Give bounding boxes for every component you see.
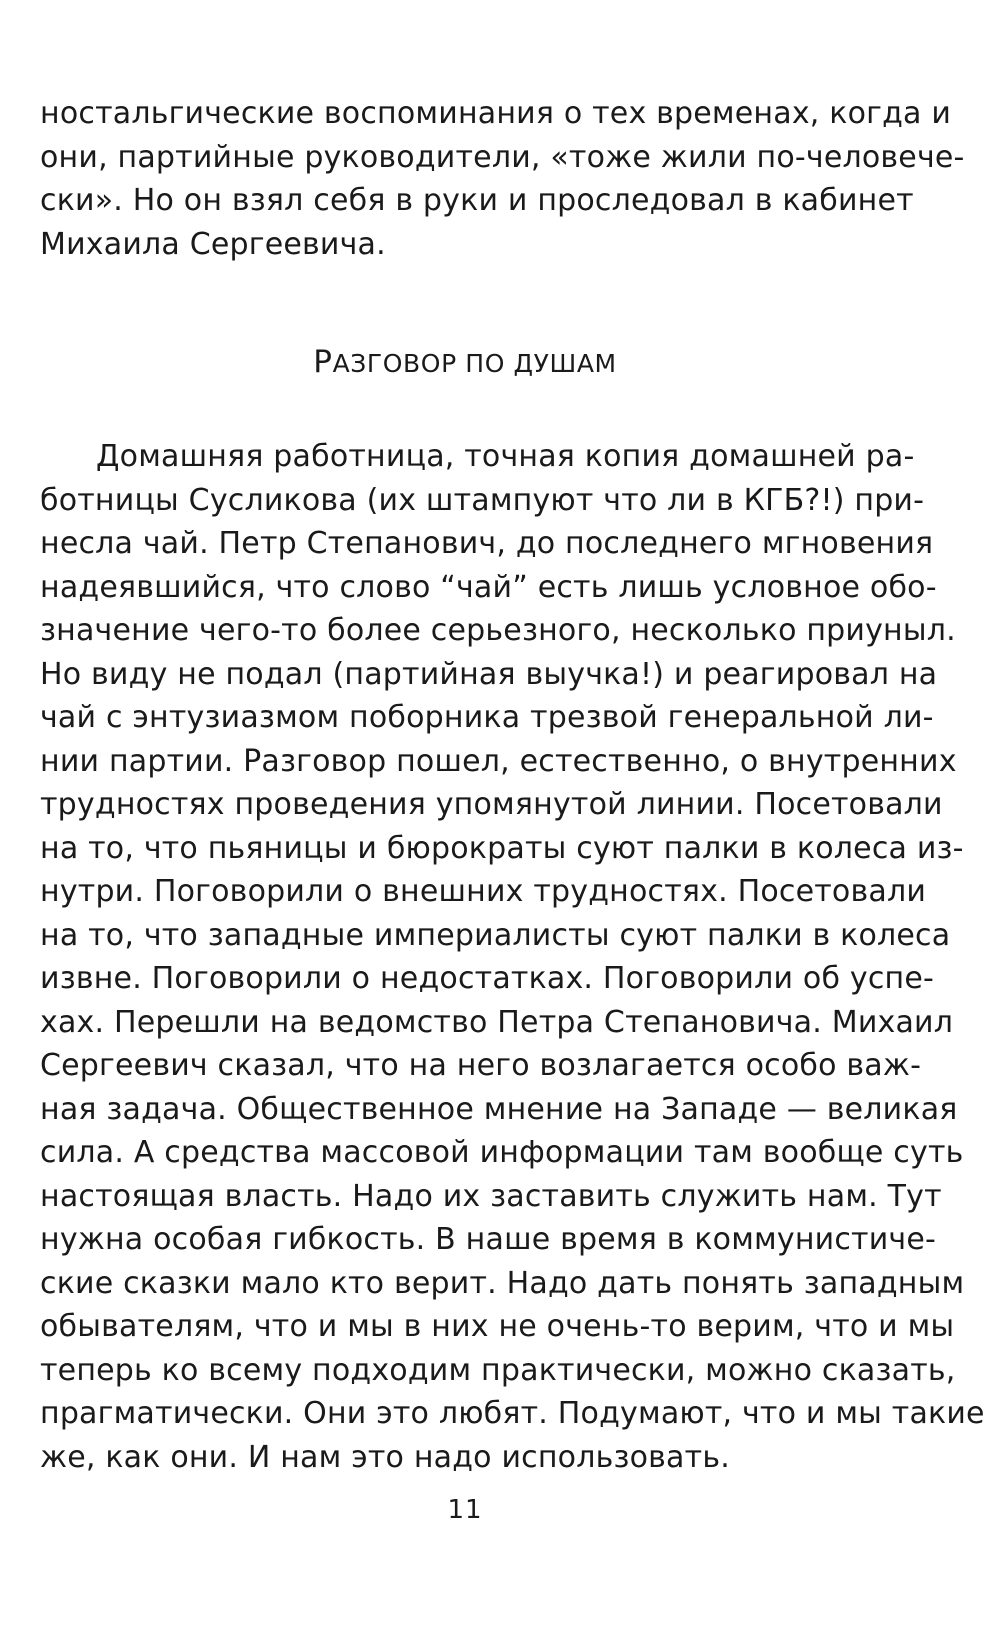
- text-line: несла чай. Петр Степанович, до последнего мгновения: [40, 526, 934, 561]
- section-heading: [0, 342, 930, 384]
- text-line: прагматически. Они это любят. Подумают, что и мы такие: [40, 1396, 985, 1431]
- page-number: 11: [447, 1495, 483, 1525]
- text-line: на то, что пьяницы и бюрократы суют палки в колеса из-: [40, 830, 964, 866]
- text-line: Но виду не подал (партийная выучка!) и реагировал на: [40, 656, 938, 692]
- text-line: настоящая власть. Надо их заставить служить нам. Тут: [40, 1178, 942, 1214]
- text-line: сила. А средства массовой информации там вообще суть: [40, 1135, 964, 1170]
- text-line: Домашняя работница, точная копия домашней ра-: [96, 439, 915, 474]
- text-line: трудностях проведения упомянутой линии. Посетовали: [40, 787, 943, 822]
- text-line: нутри. Поговорили о внешних трудностях. Посетовали: [40, 874, 927, 909]
- text-line: ботницы Сусликова (их штампуют что ли в КГБ?!) при-: [40, 482, 925, 518]
- text-line: ная задача. Общественное мнение на Западе — великая: [40, 1091, 958, 1127]
- text-line: они, партийные руководители, «тоже жили по-человече-: [40, 139, 965, 175]
- text-line: значение чего-то более серьезного, несколько приуныл.: [40, 613, 956, 648]
- heading-initial: Р: [313, 344, 333, 380]
- text-line: обывателям, что и мы в них не очень-то верим, что и мы: [40, 1309, 955, 1344]
- heading-rest: АЗГОВОР ПО ДУШАМ: [332, 349, 617, 378]
- text-line: ски». Но он взял себя в руки и проследовал в кабинет: [40, 183, 914, 218]
- text-line: чай с энтузиазмом поборника трезвой генеральной ли-: [40, 700, 934, 735]
- text-line: на то, что западные империалисты суют палки в колеса: [40, 917, 951, 953]
- continued-paragraph: [40, 92, 965, 266]
- text-line: хах. Перешли на ведомство Петра Степановича. Михаил: [40, 1004, 954, 1040]
- text-line: теперь ко всему подходим практически, можно сказать,: [40, 1352, 956, 1388]
- text-line: нии партии. Разговор пошел, естественно, о внутренних: [40, 743, 957, 779]
- text-line: Сергеевич сказал, что на него возлагается особо важ-: [40, 1048, 922, 1083]
- main-paragraph: [40, 435, 985, 1479]
- text-line: ские сказки мало кто верит. Надо дать понять западным: [40, 1265, 965, 1301]
- text-line: Михаила Сергеевича.: [40, 226, 386, 262]
- text-line: же, как они. И нам это надо использовать.: [40, 1439, 730, 1475]
- text-line: надеявшийся, что слово “чай” есть лишь условное обо-: [40, 569, 937, 605]
- text-line: ностальгические воспоминания о тех временах, когда и: [40, 96, 952, 131]
- text-line: извне. Поговорили о недостатках. Поговорили об успе-: [40, 961, 935, 996]
- text-line: нужна особая гибкость. В наше время в коммунистиче-: [40, 1222, 937, 1257]
